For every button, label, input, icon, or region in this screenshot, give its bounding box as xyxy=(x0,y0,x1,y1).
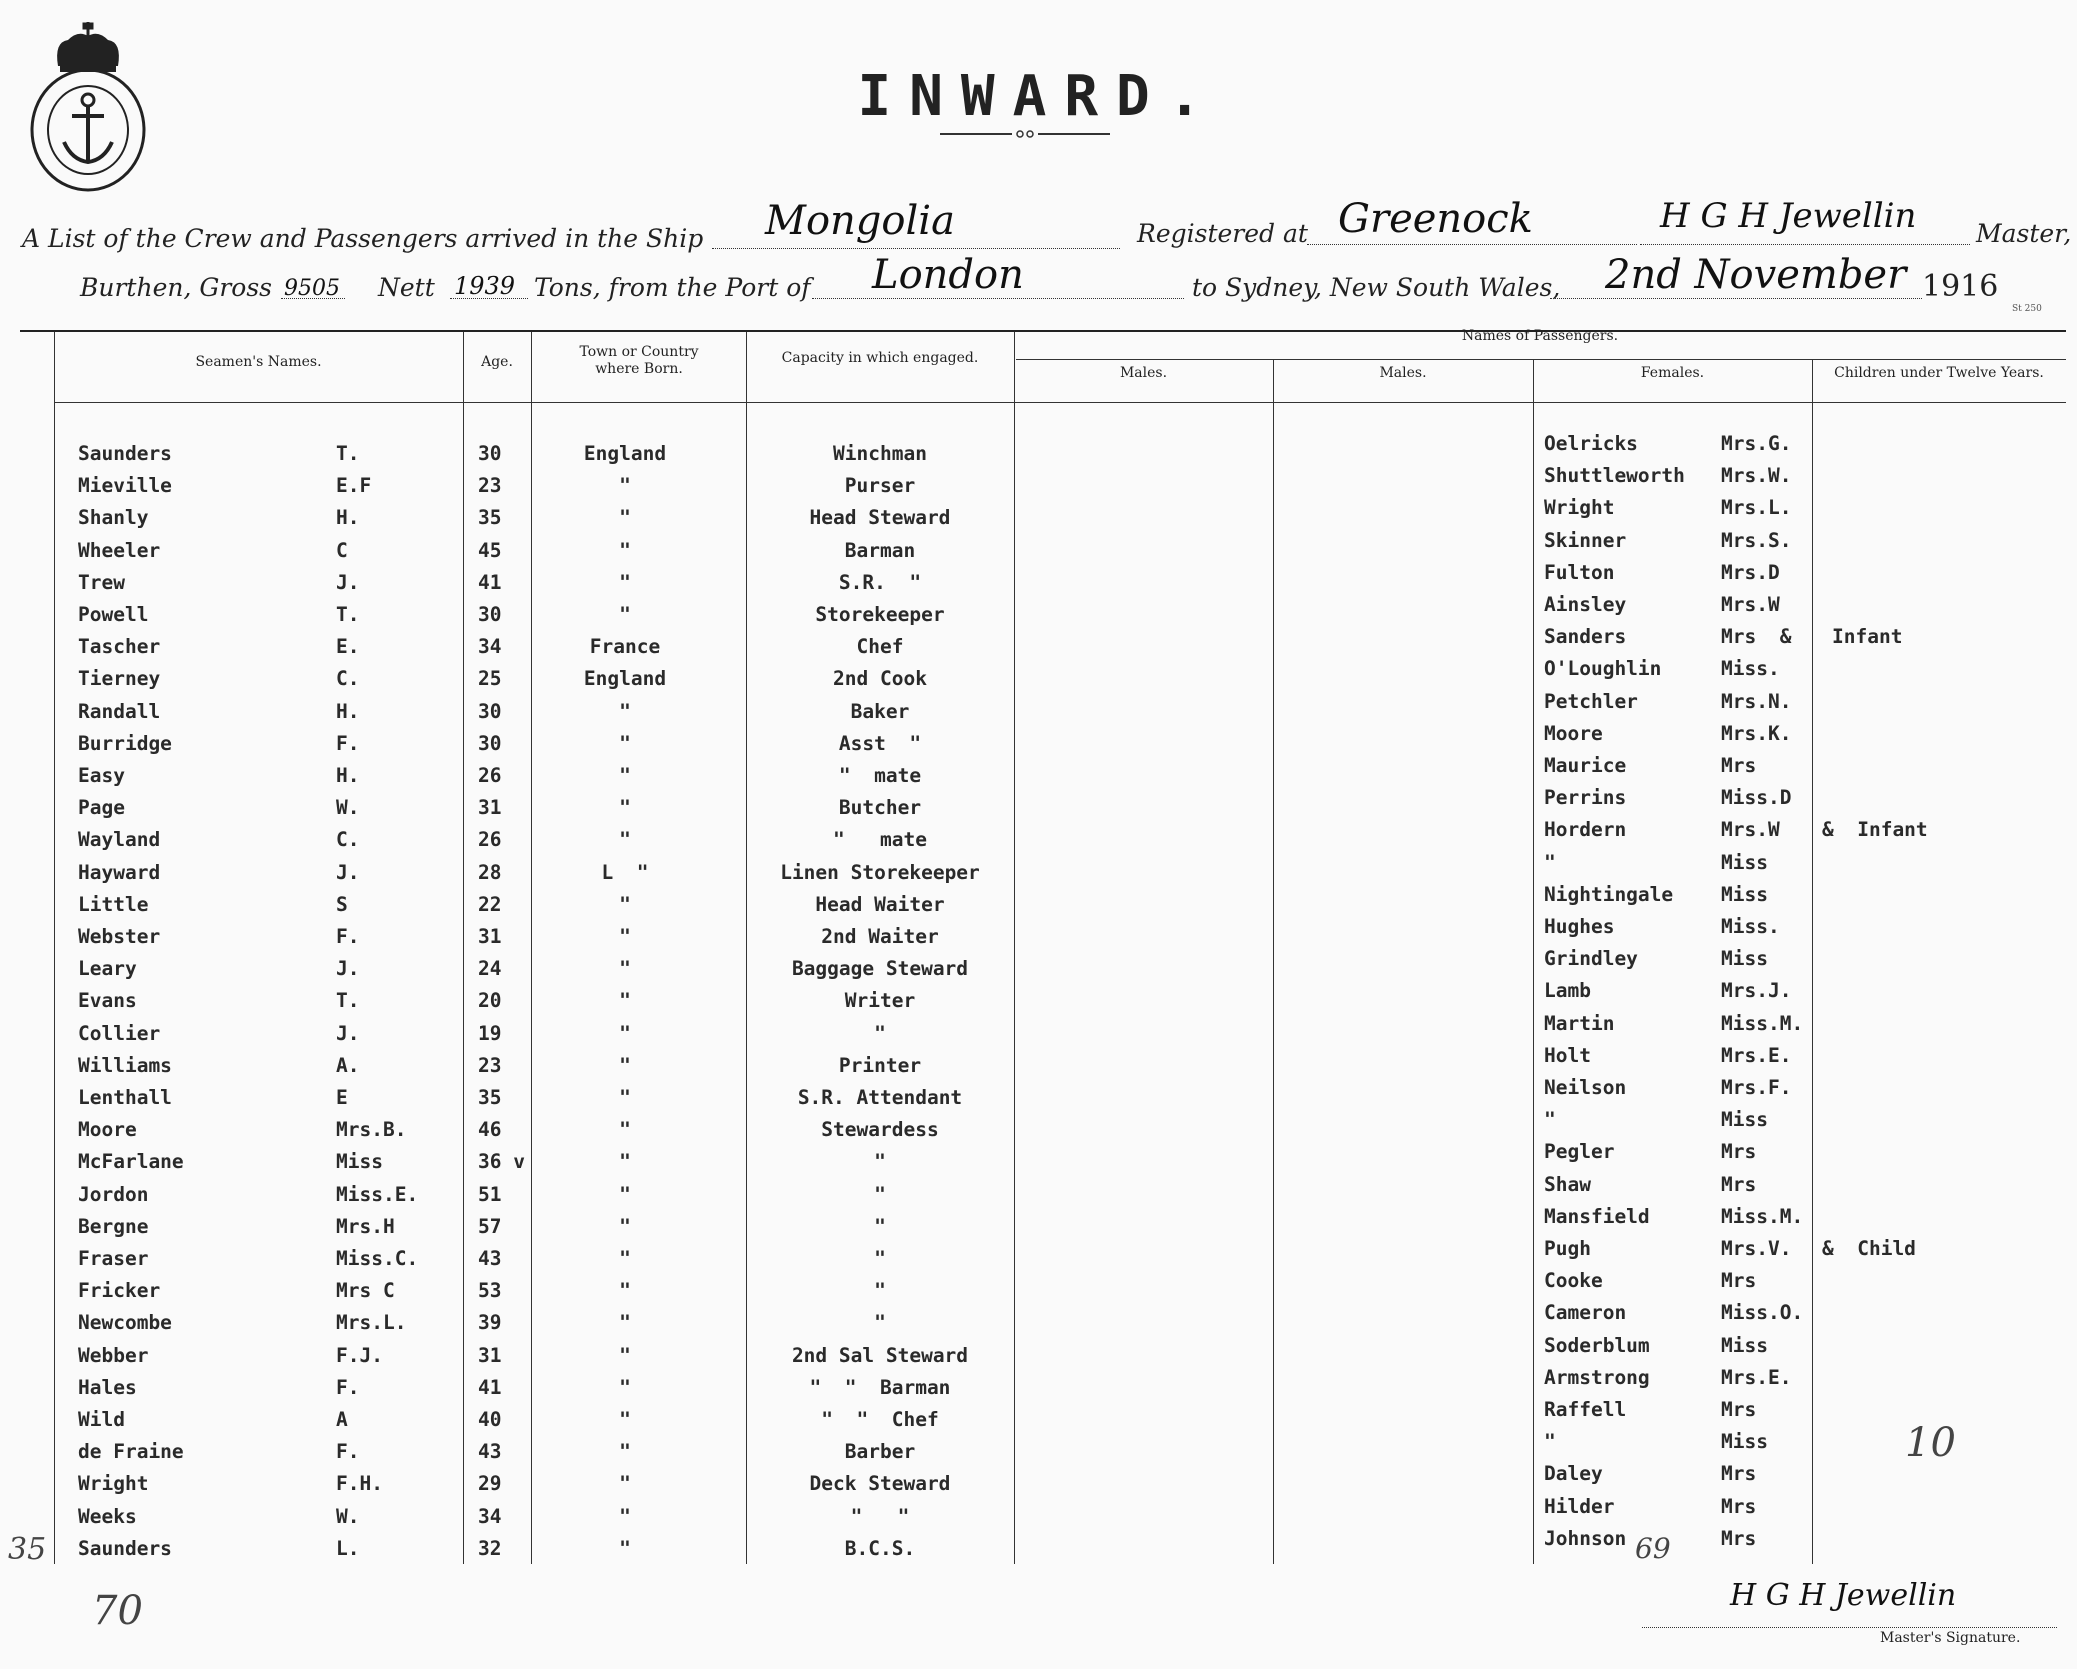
female-surname: Neilson xyxy=(1544,1076,1627,1099)
passenger-count-note: 69 xyxy=(1635,1532,1671,1565)
registered-port: Greenock xyxy=(1338,196,1533,242)
crew-surname: Easy xyxy=(78,764,125,787)
crew-surname: Webster xyxy=(78,925,161,948)
female-surname: Soderblum xyxy=(1544,1333,1650,1357)
crew-born: " xyxy=(619,1086,631,1109)
female-surname: O'Loughlin xyxy=(1544,657,1662,681)
registered-blank xyxy=(1307,244,1637,245)
crew-initial: J. xyxy=(336,957,360,981)
from-port-blank xyxy=(812,298,1184,299)
female-surname: Lamb xyxy=(1544,979,1591,1003)
female-title: Mrs.K. xyxy=(1721,721,1792,745)
female-surname: " xyxy=(1544,850,1556,874)
crew-age: 32 xyxy=(478,1536,502,1560)
crew-surname: Wright xyxy=(78,1472,149,1496)
crew-surname: Moore xyxy=(78,1118,137,1142)
crew-initial: W. xyxy=(336,1504,360,1528)
crew-initial: Miss.C. xyxy=(336,1247,419,1270)
crew-surname: Hayward xyxy=(78,860,161,884)
crew-capacity: Barber xyxy=(844,1440,916,1464)
female-surname: Grindley xyxy=(1544,947,1638,971)
crew-initial: E.F xyxy=(336,474,372,498)
crew-surname: Wheeler xyxy=(78,538,161,562)
crew-born: " xyxy=(619,1408,631,1431)
total-note: 70 xyxy=(92,1588,143,1634)
female-surname: Pugh xyxy=(1544,1237,1591,1260)
col-males-1: Males. xyxy=(1119,365,1168,381)
crew-age: 36 v xyxy=(478,1150,525,1174)
crew-capacity: " " Chef xyxy=(821,1408,939,1431)
female-title: Mrs.W xyxy=(1721,818,1780,842)
crew-surname: Lenthall xyxy=(78,1086,172,1109)
crew-surname: Saunders xyxy=(78,442,172,465)
crew-capacity: Deck Steward xyxy=(809,1472,951,1496)
female-title: Mrs.L. xyxy=(1721,496,1792,520)
crew-age: 39 xyxy=(478,1311,502,1335)
female-surname: Cameron xyxy=(1544,1301,1627,1325)
crew-initial: E. xyxy=(336,635,360,659)
female-surname: Sanders xyxy=(1544,625,1627,649)
col-females: Females. xyxy=(1640,365,1705,381)
col-line-born xyxy=(531,332,532,1564)
female-title: Mrs xyxy=(1721,1526,1757,1550)
female-surname: Fulton xyxy=(1544,560,1615,584)
crew-age: 24 xyxy=(478,957,502,981)
female-surname: Ainsley xyxy=(1544,593,1627,616)
nett-tons: 1939 xyxy=(454,272,516,300)
burthen-label: Burthen, Gross xyxy=(80,273,272,302)
crew-capacity: Asst " xyxy=(838,731,922,755)
page-title: INWARD. xyxy=(857,64,1220,129)
crew-age: 25 xyxy=(478,667,502,691)
female-title: Mrs xyxy=(1721,1494,1757,1518)
female-title: Mrs xyxy=(1721,1140,1757,1164)
female-surname: Holt xyxy=(1544,1043,1591,1067)
crew-born: " xyxy=(619,828,631,852)
crew-capacity: Butcher xyxy=(838,796,922,820)
female-title: Mrs.E. xyxy=(1721,1043,1792,1067)
crew-initial: Miss xyxy=(336,1150,383,1174)
crew-age: 53 xyxy=(478,1279,502,1303)
female-title: Miss xyxy=(1721,1333,1768,1357)
crew-surname: Powell xyxy=(78,603,149,626)
crew-capacity: 2nd Sal Steward xyxy=(791,1343,969,1367)
crew-initial: L. xyxy=(336,1536,360,1560)
female-title: Mrs.D xyxy=(1721,560,1780,584)
crew-surname: Weeks xyxy=(78,1504,137,1528)
destination-label: to Sydney, New South Wales, xyxy=(1192,273,1561,302)
crew-born: " xyxy=(619,474,631,498)
col-children: Children under Twelve Years. xyxy=(1834,365,2044,381)
female-title: Mrs.W xyxy=(1721,593,1780,616)
crew-surname: de Fraine xyxy=(78,1440,184,1464)
crew-initial: Mrs.L. xyxy=(336,1311,407,1335)
col-born: Town or Country where Born. xyxy=(579,344,699,377)
crew-born: " xyxy=(619,892,631,916)
female-surname: Raffell xyxy=(1544,1398,1627,1421)
crew-initial: C xyxy=(336,538,348,562)
crew-initial: J. xyxy=(336,570,360,594)
crew-initial: H. xyxy=(336,764,360,787)
female-title: Mrs.W. xyxy=(1721,464,1792,488)
female-title: Miss xyxy=(1721,882,1768,906)
female-title: Mrs xyxy=(1721,1172,1757,1196)
crew-age: 26 xyxy=(478,764,502,787)
crew-initial: F. xyxy=(336,1375,360,1399)
title-ornament xyxy=(940,128,1110,140)
crew-initial: A. xyxy=(336,1053,360,1077)
female-title: Miss xyxy=(1721,1430,1768,1454)
crew-born: " xyxy=(619,506,631,530)
crew-surname: Leary xyxy=(78,957,137,981)
crew-surname: Collier xyxy=(78,1021,161,1045)
female-title: Miss.O. xyxy=(1721,1301,1804,1325)
crew-age: 57 xyxy=(478,1214,502,1238)
crew-age: 41 xyxy=(478,570,502,594)
crew-initial: T. xyxy=(336,989,360,1013)
col-line-age xyxy=(463,332,464,1564)
crew-surname: Tierney xyxy=(78,667,161,691)
master-blank xyxy=(1640,244,1970,245)
crew-age: 51 xyxy=(478,1182,502,1206)
crew-count-note: 35 xyxy=(8,1532,47,1567)
female-surname: Nightingale xyxy=(1544,882,1674,906)
col-passengers: Names of Passengers. xyxy=(1461,328,1619,344)
crew-age: 31 xyxy=(478,925,502,948)
female-title: Miss.D xyxy=(1721,786,1792,810)
crew-born: " xyxy=(619,538,631,562)
crew-born: " xyxy=(619,1021,631,1045)
crew-age: 35 xyxy=(478,506,502,530)
crew-capacity: " " xyxy=(850,1504,910,1528)
crew-initial: F. xyxy=(336,731,360,755)
female-surname: Perrins xyxy=(1544,786,1627,810)
children-entry: & Infant xyxy=(1822,818,1928,842)
crew-age: 29 xyxy=(478,1472,502,1496)
crew-surname: Newcombe xyxy=(78,1311,172,1335)
crew-surname: Evans xyxy=(78,989,137,1013)
crew-initial: S xyxy=(336,892,348,916)
crew-born: " xyxy=(619,1279,631,1303)
date-blank xyxy=(1550,298,1922,299)
crew-surname: Bergne xyxy=(78,1214,149,1238)
crew-age: 19 xyxy=(478,1021,502,1045)
crew-initial: Mrs.B. xyxy=(336,1118,407,1142)
crew-born: " xyxy=(619,989,631,1013)
crew-capacity: " xyxy=(874,1182,886,1206)
crew-born: " xyxy=(619,1247,631,1270)
female-title: Mrs.E. xyxy=(1721,1365,1792,1389)
crew-capacity: Head Steward xyxy=(809,506,951,530)
ship-name: Mongolia xyxy=(765,198,955,244)
crew-age: 31 xyxy=(478,1343,502,1367)
crew-capacity: Purser xyxy=(844,474,916,498)
crew-surname: Randall xyxy=(78,699,161,723)
children-entry: Infant xyxy=(1832,625,1903,649)
crew-capacity: " xyxy=(874,1021,886,1045)
crew-age: 30 xyxy=(478,442,502,465)
crew-surname: Shanly xyxy=(78,506,149,530)
crew-initial: Mrs.H xyxy=(336,1214,395,1238)
female-title: Mrs xyxy=(1721,1269,1757,1293)
crew-surname: Fricker xyxy=(78,1279,161,1303)
female-title: Mrs.N. xyxy=(1721,689,1792,713)
female-title: Miss.M. xyxy=(1721,1011,1804,1035)
female-surname: Cooke xyxy=(1544,1269,1603,1293)
crew-age: 35 xyxy=(478,1086,502,1109)
crew-born: " xyxy=(619,1182,631,1206)
crew-surname: Tascher xyxy=(78,635,161,659)
female-title: Miss xyxy=(1721,947,1768,971)
female-title: Mrs.F. xyxy=(1721,1076,1792,1099)
crew-initial: T. xyxy=(336,603,360,626)
crew-surname: Burridge xyxy=(78,731,172,755)
passengers-subhead-rule xyxy=(1016,359,2066,360)
female-surname: Wright xyxy=(1544,496,1615,520)
female-surname: Maurice xyxy=(1544,754,1627,777)
female-surname: Hughes xyxy=(1544,915,1615,938)
crew-capacity: " xyxy=(874,1247,886,1270)
crew-age: 28 xyxy=(478,860,502,884)
crew-born: England xyxy=(583,667,667,691)
master-label: Master, xyxy=(1976,219,2072,248)
crew-capacity: Head Waiter xyxy=(815,892,945,916)
children-count-note: 10 xyxy=(1905,1420,1956,1466)
crew-initial: A xyxy=(336,1408,348,1431)
female-title: Mrs xyxy=(1721,1462,1757,1486)
ship-blank xyxy=(712,248,1120,249)
crew-initial: Mrs C xyxy=(336,1279,395,1303)
crew-initial: C. xyxy=(336,828,360,852)
crew-born: " xyxy=(619,603,631,626)
arrival-year: 1916 xyxy=(1922,269,1999,304)
crew-initial: Miss.E. xyxy=(336,1182,419,1206)
crew-born: " xyxy=(619,1440,631,1464)
female-title: Mrs.V. xyxy=(1721,1237,1792,1260)
crew-initial: H. xyxy=(336,699,360,723)
crew-born: " xyxy=(619,1343,631,1367)
crew-surname: Fraser xyxy=(78,1247,149,1270)
crew-age: 43 xyxy=(478,1247,502,1270)
crew-capacity: Winchman xyxy=(833,442,927,465)
nett-label: Nett xyxy=(378,273,435,302)
crew-capacity: Baggage Steward xyxy=(791,957,969,981)
female-surname: Shaw xyxy=(1544,1172,1591,1196)
female-title: Miss xyxy=(1721,1108,1768,1132)
crew-surname: Williams xyxy=(78,1053,172,1077)
names-left-line xyxy=(54,402,55,1564)
crew-born: " xyxy=(619,796,631,820)
crew-capacity: " xyxy=(874,1214,886,1238)
female-title: Mrs xyxy=(1721,1398,1757,1421)
master-name: H G H Jewellin xyxy=(1660,196,1917,236)
master-signature: H G H Jewellin xyxy=(1730,1578,1957,1613)
female-title: Miss.M. xyxy=(1721,1204,1804,1228)
crew-initial: F.J. xyxy=(336,1343,383,1367)
crew-born: " xyxy=(619,1504,631,1528)
crew-born: " xyxy=(619,1118,631,1142)
female-surname: Armstrong xyxy=(1544,1365,1650,1389)
female-surname: Shuttleworth xyxy=(1544,464,1685,488)
col-capacity: Capacity in which engaged. xyxy=(781,350,979,366)
col-line-children xyxy=(1812,359,1813,1564)
crew-surname: Page xyxy=(78,796,125,820)
crew-initial: F. xyxy=(336,925,360,948)
crew-born: " xyxy=(619,1311,631,1335)
crew-initial: T. xyxy=(336,442,360,465)
crew-capacity: " " Barman xyxy=(809,1375,951,1399)
crew-capacity: Linen Storekeeper xyxy=(780,860,980,884)
crew-born: " xyxy=(619,1150,631,1174)
female-title: Miss. xyxy=(1721,915,1780,938)
crew-born: " xyxy=(619,1375,631,1399)
female-title: Miss. xyxy=(1721,657,1780,681)
from-port-label: Tons, from the Port of xyxy=(534,273,811,302)
crew-capacity: " xyxy=(874,1150,886,1174)
female-title: Mrs xyxy=(1721,754,1757,777)
crew-initial: C. xyxy=(336,667,360,691)
crew-capacity: Barman xyxy=(844,538,916,562)
crew-surname: Hales xyxy=(78,1375,137,1399)
col-line-males2 xyxy=(1273,359,1274,1564)
col-line-capacity xyxy=(746,332,747,1564)
crew-surname: Jordon xyxy=(78,1182,149,1206)
crew-capacity: 2nd Cook xyxy=(833,667,927,691)
crew-capacity: " mate xyxy=(833,828,927,852)
female-title: Mrs.S. xyxy=(1721,528,1792,552)
crew-capacity: Writer xyxy=(844,989,916,1013)
crew-born: " xyxy=(619,1536,631,1560)
arrival-date: 2nd November xyxy=(1605,252,1907,298)
crew-capacity: " xyxy=(874,1279,886,1303)
female-surname: Johnson xyxy=(1544,1526,1627,1550)
crew-surname: Trew xyxy=(78,570,125,594)
crew-age: 34 xyxy=(478,1504,502,1528)
crew-age: 45 xyxy=(478,538,502,562)
crew-age: 22 xyxy=(478,892,502,916)
crew-age: 23 xyxy=(478,474,502,498)
registered-label: Registered at xyxy=(1137,219,1308,248)
crew-age: 30 xyxy=(478,699,502,723)
female-title: Mrs.G. xyxy=(1721,432,1792,455)
female-surname: Moore xyxy=(1544,721,1603,745)
crew-capacity: 2nd Waiter xyxy=(821,925,939,948)
crew-born: L " xyxy=(601,860,649,884)
crew-born: " xyxy=(619,1472,631,1496)
col-line-females xyxy=(1533,359,1534,1564)
col-line-males1 xyxy=(1014,332,1015,1564)
female-surname: Hilder xyxy=(1544,1494,1615,1518)
crew-surname: Wayland xyxy=(78,828,161,852)
crew-born: France xyxy=(589,635,661,659)
crew-initial: H. xyxy=(336,506,360,530)
crew-age: 26 xyxy=(478,828,502,852)
children-entry: & Child xyxy=(1822,1237,1916,1260)
table-head-rule xyxy=(54,402,2066,403)
female-surname: Martin xyxy=(1544,1011,1615,1035)
crew-born: " xyxy=(619,731,631,755)
col-males-2: Males. xyxy=(1379,365,1427,381)
crew-age: 43 xyxy=(478,1440,502,1464)
female-surname: Daley xyxy=(1544,1462,1603,1486)
crew-capacity: " xyxy=(874,1311,886,1335)
crew-initial: J. xyxy=(336,1021,360,1045)
female-surname: Hordern xyxy=(1544,818,1627,842)
crew-initial: F.H. xyxy=(336,1472,383,1496)
female-title: Mrs.J. xyxy=(1721,979,1792,1003)
female-title: Mrs & xyxy=(1721,625,1792,649)
crew-capacity: Baker xyxy=(850,699,910,723)
crew-born: " xyxy=(619,699,631,723)
signature-label: Master's Signature. xyxy=(1880,1630,2021,1646)
crew-capacity: S.R. Attendant xyxy=(797,1086,963,1109)
from-port: London xyxy=(872,252,1024,298)
female-surname: Mansfield xyxy=(1544,1204,1650,1228)
header-line1-text: A List of the Crew and Passengers arrived in the Ship xyxy=(22,224,704,253)
gross-tons: 9505 xyxy=(284,276,340,301)
crew-age: 30 xyxy=(478,603,502,626)
crew-born: " xyxy=(619,1053,631,1077)
crew-age: 31 xyxy=(478,796,502,820)
crew-age: 46 xyxy=(478,1118,502,1142)
crew-born: England xyxy=(583,442,667,465)
crew-surname: McFarlane xyxy=(78,1150,184,1174)
crew-age: 23 xyxy=(478,1053,502,1077)
crew-born: " xyxy=(619,925,631,948)
form-code: St 250 xyxy=(2012,304,2042,314)
crew-initial: W. xyxy=(336,796,360,820)
female-title: Miss xyxy=(1721,850,1768,874)
female-surname: " xyxy=(1544,1430,1556,1454)
female-surname: Oelricks xyxy=(1544,432,1638,455)
crew-age: 41 xyxy=(478,1375,502,1399)
crew-capacity: B.C.S. xyxy=(844,1536,916,1560)
crew-initial: J. xyxy=(336,860,360,884)
col-seamen-names: Seamen's Names. xyxy=(195,354,322,370)
signature-line xyxy=(1642,1627,2057,1628)
female-surname: " xyxy=(1544,1108,1556,1132)
female-surname: Skinner xyxy=(1544,528,1627,552)
crew-capacity: " mate xyxy=(838,764,922,787)
crew-born: " xyxy=(619,1214,631,1238)
crew-initial: E xyxy=(336,1086,348,1109)
crew-capacity: Stewardess xyxy=(821,1118,939,1142)
crew-born: " xyxy=(619,957,631,981)
crew-born: " xyxy=(619,764,631,787)
crew-capacity: Storekeeper xyxy=(815,603,945,626)
crew-surname: Wild xyxy=(78,1408,125,1431)
crew-surname: Little xyxy=(78,892,149,916)
col-age: Age. xyxy=(481,354,513,370)
crew-age: 30 xyxy=(478,731,502,755)
female-surname: Pegler xyxy=(1544,1140,1615,1164)
female-surname: Petchler xyxy=(1544,689,1638,713)
crew-age: 40 xyxy=(478,1408,502,1431)
crew-surname: Webber xyxy=(78,1343,149,1367)
crew-initial: F. xyxy=(336,1440,360,1464)
crew-capacity: S.R. " xyxy=(838,570,922,594)
crew-surname: Saunders xyxy=(78,1536,172,1560)
crew-capacity: Chef xyxy=(856,635,904,659)
crew-born: " xyxy=(619,570,631,594)
crew-surname: Mieville xyxy=(78,474,172,498)
crew-capacity: Printer xyxy=(838,1053,922,1077)
crew-age: 34 xyxy=(478,635,502,659)
crew-age: 20 xyxy=(478,989,502,1013)
